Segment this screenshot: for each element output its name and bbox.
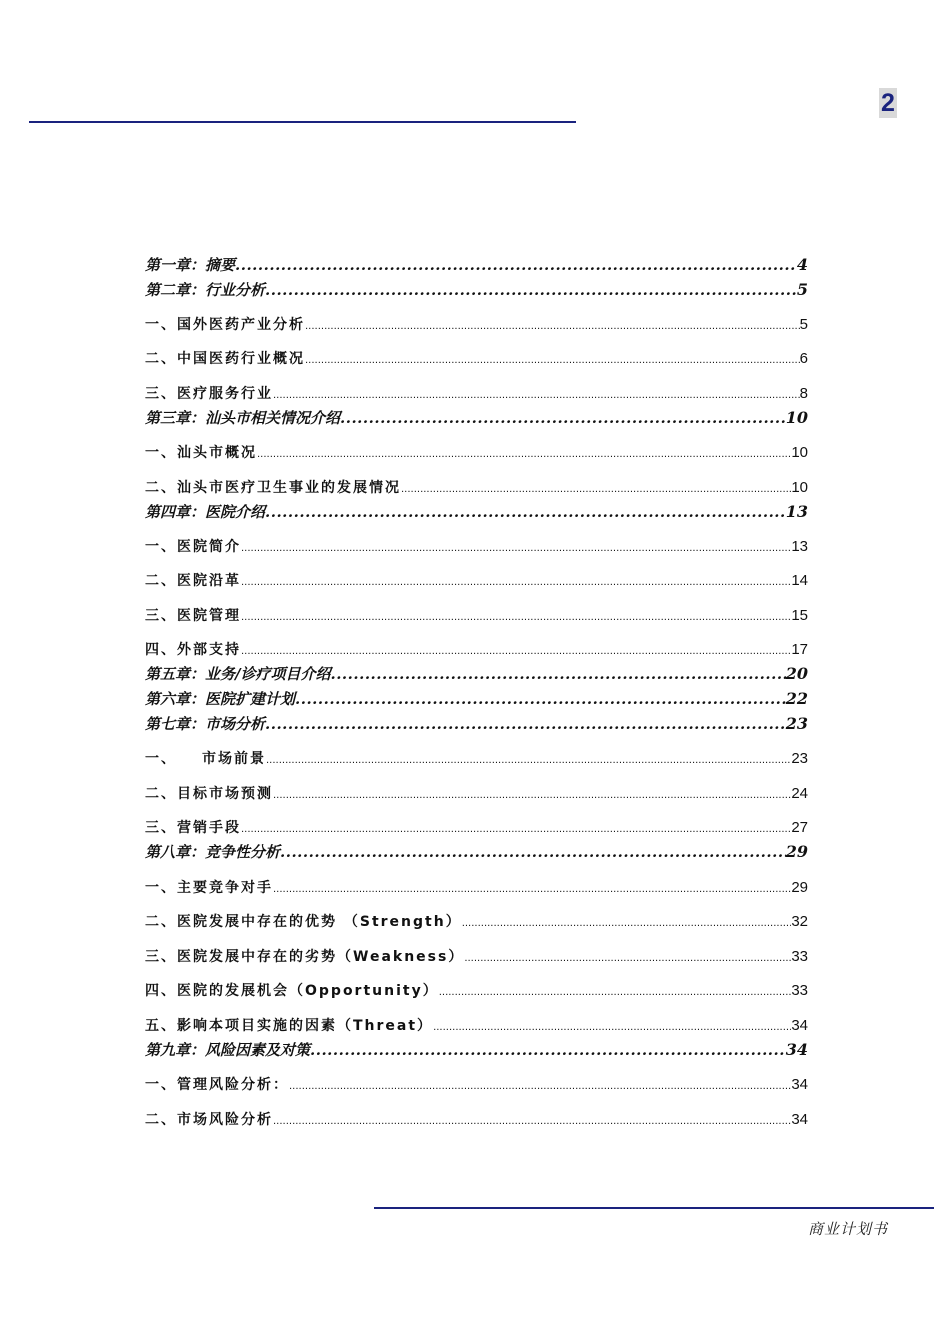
toc-section-entry[interactable]: [145, 1109, 808, 1129]
toc-entry-title: 一、主要竞争对手: [145, 880, 273, 896]
dot-leader: [257, 449, 791, 460]
toc-chapter-entry[interactable]: [145, 663, 808, 684]
toc-entry-title: 第三章：汕头市相关情况介绍: [145, 409, 341, 427]
toc-entry-title: 二、医院沿革: [145, 573, 241, 589]
page-number: 2: [879, 88, 897, 118]
toc-entry-page: 29: [785, 842, 808, 861]
footer-rule: [374, 1207, 934, 1209]
dot-leader: [280, 843, 786, 861]
dot-leader: [401, 484, 791, 495]
toc-chapter-entry[interactable]: [145, 841, 808, 862]
dot-leader: [289, 1081, 791, 1092]
toc-entry-page: 10: [791, 444, 808, 461]
dot-leader: [273, 390, 800, 401]
toc-section-entry[interactable]: [145, 314, 808, 334]
footer-title: 商业计划书: [808, 1220, 889, 1238]
toc-chapter-entry[interactable]: [145, 279, 808, 300]
toc-chapter-entry[interactable]: [145, 713, 808, 734]
dot-leader: [433, 1022, 791, 1033]
toc-entry-title: 四、医院的发展机会（Opportunity）: [145, 983, 439, 999]
toc-entry-title: 一、医院简介: [145, 539, 241, 555]
dot-leader: [235, 256, 797, 274]
toc-entry-title: 第一章：摘要: [145, 256, 236, 274]
toc-chapter-entry[interactable]: [145, 1039, 808, 1060]
toc-entry-page: 34: [791, 1111, 808, 1128]
dot-leader: [241, 646, 791, 657]
toc-entry-title: 二、中国医药行业概况: [145, 351, 305, 367]
toc-section-entry[interactable]: [145, 570, 808, 590]
toc-entry-page: 10: [791, 479, 808, 496]
toc-chapter-entry[interactable]: [145, 501, 808, 522]
toc-entry-title: 三、医院管理: [145, 608, 241, 624]
dot-leader: [439, 987, 792, 998]
toc-entry-title: 三、医疗服务行业: [145, 386, 273, 402]
toc-entry-title: 第二章：行业分析: [145, 281, 266, 299]
dot-leader: [310, 1041, 786, 1059]
toc-entry-page: 34: [791, 1017, 808, 1034]
toc-entry-title: 二、市场风险分析: [145, 1112, 273, 1128]
toc-entry-title: 三、营销手段: [145, 820, 241, 836]
toc-entry-title: 一、 市场前景: [145, 751, 266, 767]
toc-section-entry[interactable]: [145, 477, 808, 497]
toc-entry-title: 四、外部支持: [145, 642, 241, 658]
toc-entry-page: 5: [796, 280, 808, 299]
toc-entry-page: 10: [785, 408, 808, 427]
toc-section-entry[interactable]: [145, 536, 808, 556]
toc-section-entry[interactable]: [145, 605, 808, 625]
toc-entry-page: 33: [791, 948, 808, 965]
toc-entry-page: 5: [799, 316, 808, 333]
toc-chapter-entry[interactable]: [145, 688, 808, 709]
toc-entry-title: 一、管理风险分析：: [145, 1077, 289, 1093]
toc-section-entry[interactable]: [145, 748, 808, 768]
toc-section-entry[interactable]: [145, 946, 808, 966]
dot-leader: [265, 503, 786, 521]
dot-leader: [265, 715, 786, 733]
toc-entry-title: 第七章：市场分析: [145, 715, 266, 733]
dot-leader: [273, 790, 791, 801]
dot-leader: [305, 321, 800, 332]
dot-leader: [305, 355, 800, 366]
toc-entry-page: 13: [791, 538, 808, 555]
dot-leader: [330, 665, 785, 683]
toc-entry-title: 二、汕头市医疗卫生事业的发展情况: [145, 480, 401, 496]
dot-leader: [241, 612, 791, 623]
toc-section-entry[interactable]: [145, 980, 808, 1000]
dot-leader: [462, 918, 792, 929]
toc-entry-page: 34: [785, 1040, 808, 1059]
dot-leader: [295, 690, 786, 708]
dot-leader: [273, 884, 791, 895]
toc-entry-title: 第九章：风险因素及对策: [145, 1041, 311, 1059]
toc-chapter-entry[interactable]: [145, 407, 808, 428]
toc-entry-page: 23: [791, 750, 808, 767]
toc-section-entry[interactable]: [145, 877, 808, 897]
toc-section-entry[interactable]: [145, 783, 808, 803]
toc-entry-title: 二、医院发展中存在的优势 （Strength）: [145, 914, 462, 930]
toc-section-entry[interactable]: [145, 348, 808, 368]
toc-entry-title: 三、医院发展中存在的劣势（Weakness）: [145, 949, 465, 965]
toc-entry-title: 一、国外医药产业分析: [145, 317, 305, 333]
dot-leader: [266, 755, 791, 766]
toc-section-entry[interactable]: [145, 383, 808, 403]
toc-entry-page: 27: [791, 819, 808, 836]
dot-leader: [241, 824, 791, 835]
dot-leader: [241, 577, 791, 588]
toc-section-entry[interactable]: [145, 817, 808, 837]
toc-entry-page: 33: [791, 982, 808, 999]
toc-section-entry[interactable]: [145, 911, 808, 931]
toc-entry-title: 五、影响本项目实施的因素（Threat）: [145, 1018, 434, 1034]
toc-entry-page: 22: [785, 689, 808, 708]
toc-entry-title: 第八章：竞争性分析: [145, 843, 281, 861]
toc-entry-page: 13: [785, 502, 808, 521]
toc-entry-page: 29: [791, 879, 808, 896]
toc-entry-page: 4: [796, 255, 808, 274]
dot-leader: [265, 281, 797, 299]
toc-entry-page: 17: [791, 641, 808, 658]
toc-chapter-entry[interactable]: [145, 254, 808, 275]
toc-entry-page: 15: [791, 607, 808, 624]
dot-leader: [464, 953, 791, 964]
dot-leader: [340, 409, 786, 427]
toc-entry-page: 34: [791, 1076, 808, 1093]
dot-leader: [273, 1116, 791, 1127]
toc-entry-title: 第五章：业务/诊疗项目介绍: [145, 665, 331, 683]
toc-entry-page: 6: [799, 350, 808, 367]
toc-entry-title: 一、汕头市概况: [145, 445, 257, 461]
toc-entry-title: 第四章：医院介绍: [145, 503, 266, 521]
toc-section-entry[interactable]: [145, 639, 808, 659]
toc-entry-page: 23: [785, 714, 808, 733]
header-rule: [29, 121, 576, 123]
toc-section-entry[interactable]: [145, 1074, 808, 1094]
toc-entry-page: 8: [799, 385, 808, 402]
toc-entry-page: 24: [791, 785, 808, 802]
dot-leader: [241, 543, 791, 554]
toc-entry-title: 第六章：医院扩建计划: [145, 690, 296, 708]
toc-entry-title: 二、目标市场预测: [145, 786, 273, 802]
toc-entry-page: 32: [791, 913, 808, 930]
toc-entry-page: 20: [785, 664, 808, 683]
toc-entry-page: 14: [791, 572, 808, 589]
toc-section-entry[interactable]: [145, 442, 808, 462]
toc-section-entry[interactable]: [145, 1015, 808, 1035]
